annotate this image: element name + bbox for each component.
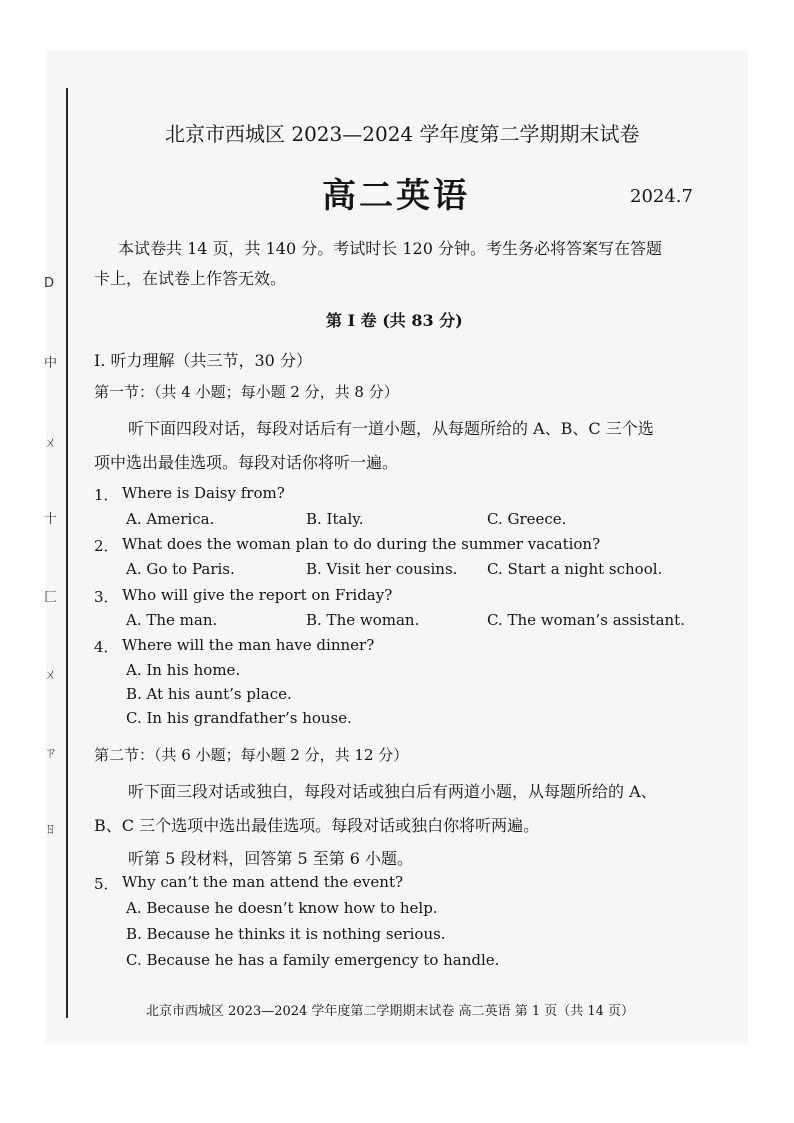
margin-mark: ㄖ	[44, 822, 58, 837]
exam-date: 2024.7	[630, 186, 693, 207]
page-footer: 北京市西城区 2023—2024 学年度第二学期期末试卷 高二英语 第 1 页（共 14 页）	[146, 1004, 635, 1019]
part-heading: 第 I 卷 (共 83 分)	[326, 311, 463, 330]
question-number: 3．	[94, 588, 119, 606]
subsection-1-directions-line-2: 项中选出最佳选项。每段对话你将听一遍。	[94, 453, 399, 472]
option-c: C. The woman’s assistant.	[487, 611, 685, 629]
question-number: 2．	[94, 537, 119, 555]
option-a: A. Go to Paris.	[126, 560, 235, 578]
option-c: C. Because he has a family emergency to handle.	[126, 951, 500, 969]
subsection-2-directions-line-2: B、C 三个选项中选出最佳选项。每段对话或独白你将听两遍。	[94, 816, 540, 835]
exam-header-title: 北京市西城区 2023—2024 学年度第二学期期末试卷	[165, 122, 640, 146]
option-b: B. Because he thinks it is nothing serious.	[126, 925, 446, 943]
instructions-line-1: 本试卷共 14 页，共 140 分。考试时长 120 分钟。考生务必将答案写在答题	[118, 239, 662, 258]
margin-mark: ㄨ	[44, 436, 58, 451]
subsection-2-heading: 第二节：（共 6 小题；每小题 2 分，共 12 分）	[94, 746, 409, 764]
margin-mark: 匚	[44, 590, 58, 605]
question-text: Where will the man have dinner?	[122, 636, 375, 654]
instructions-line-2: 卡上，在试卷上作答无效。	[94, 269, 287, 288]
margin-mark: ㄨ	[44, 668, 58, 683]
option-c: C. In his grandfather’s house.	[126, 709, 352, 727]
option-a: A. America.	[126, 510, 215, 528]
subsection-1-heading: 第一节：（共 4 小题；每小题 2 分，共 8 分）	[94, 383, 399, 401]
question-text: Who will give the report on Friday?	[122, 586, 393, 604]
subsection-1-directions-line-1: 听下面四段对话，每段对话后有一道小题，从每题所给的 A、B、C 三个选	[128, 419, 654, 438]
margin-mark: ㄗ	[44, 746, 58, 761]
question-text: Where is Daisy from?	[122, 484, 285, 502]
option-a: A. The man.	[126, 611, 218, 629]
option-b: B. Visit her cousins.	[306, 560, 458, 578]
margin-mark: 十	[44, 512, 58, 527]
subject-title: 高二英语	[322, 176, 470, 216]
option-a: A. Because he doesn’t know how to help.	[126, 899, 438, 917]
option-b: B. The woman.	[306, 611, 420, 629]
subsection-2-directions-line-1: 听下面三段对话或独白，每段对话或独白后有两道小题，从每题所给的 A、	[128, 782, 657, 801]
option-a: A. In his home.	[126, 661, 241, 679]
question-number: 4．	[94, 638, 119, 656]
question-text: Why can’t the man attend the event?	[122, 873, 404, 891]
option-c: C. Start a night school.	[487, 560, 663, 578]
margin-mark: 中	[44, 356, 58, 371]
section-heading: I. 听力理解（共三节，30 分）	[94, 351, 312, 370]
question-number: 5．	[94, 875, 119, 893]
margin-mark: D	[44, 276, 55, 291]
option-b: B. At his aunt’s place.	[126, 685, 292, 703]
question-number: 1．	[94, 486, 119, 504]
option-c: C. Greece.	[487, 510, 567, 528]
question-text: What does the woman plan to do during the summer vacation?	[122, 535, 601, 553]
material-note: 听第 5 段材料，回答第 5 至第 6 小题。	[128, 849, 414, 868]
option-b: B. Italy.	[306, 510, 364, 528]
binding-line	[66, 88, 68, 1018]
